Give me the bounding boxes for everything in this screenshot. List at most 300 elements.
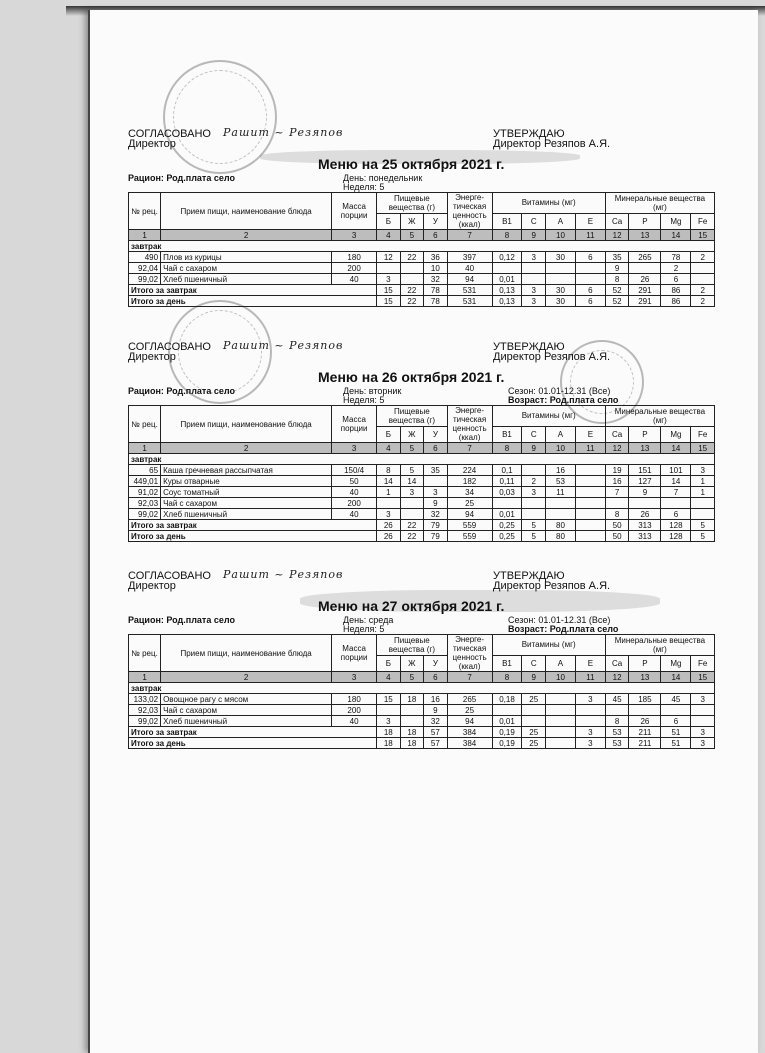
col-subheader: C <box>522 213 546 229</box>
column-number: 3 <box>332 672 377 683</box>
table-row <box>129 705 715 716</box>
table-cell <box>522 716 546 727</box>
table-cell: 2 <box>522 476 546 487</box>
table-cell <box>691 705 715 716</box>
total-cell: 78 <box>424 296 448 307</box>
total-cell: 15 <box>377 296 401 307</box>
col-subheader: Б <box>377 213 401 229</box>
column-number: 12 <box>605 230 629 241</box>
table-cell <box>575 716 605 727</box>
agreed-label: СОГЛАСОВАНО <box>128 341 211 353</box>
column-number-row <box>129 672 715 683</box>
table-cell <box>691 263 715 274</box>
table-row <box>129 274 715 285</box>
table-cell <box>575 263 605 274</box>
total-cell: 22 <box>400 296 424 307</box>
menu-header <box>128 341 715 395</box>
table-cell: 200 <box>332 498 377 509</box>
total-cell: 5 <box>691 520 715 531</box>
menu-block <box>128 128 715 307</box>
season-value: 01.01-12.31 (Все) <box>538 615 611 625</box>
total-cell: 3 <box>575 738 605 749</box>
table-cell: 16 <box>424 694 448 705</box>
table-row <box>129 476 715 487</box>
col-nutrients-header: Пищевые вещества (г) <box>377 635 448 656</box>
table-cell <box>575 487 605 498</box>
table-cell: Чай с сахаром <box>161 498 332 509</box>
total-cell: 18 <box>400 727 424 738</box>
total-row <box>129 531 715 542</box>
table-cell: 14 <box>377 476 401 487</box>
table-header-row <box>129 635 715 656</box>
table-cell <box>522 274 546 285</box>
total-label: Итого за завтрак <box>129 285 377 296</box>
table-cell <box>400 263 424 274</box>
column-number: 3 <box>332 443 377 454</box>
table-cell: 3 <box>575 694 605 705</box>
table-cell: 50 <box>332 476 377 487</box>
table-cell: 5 <box>400 465 424 476</box>
column-number: 7 <box>447 672 492 683</box>
table-cell: 40 <box>332 509 377 520</box>
table-cell: 0,01 <box>492 509 522 520</box>
col-subheader: Ж <box>400 213 424 229</box>
table-cell <box>545 498 575 509</box>
table-cell: 25 <box>522 694 546 705</box>
table-cell <box>400 274 424 285</box>
age-field <box>508 624 618 634</box>
total-cell: 531 <box>447 285 492 296</box>
table-cell: 94 <box>447 274 492 285</box>
total-row <box>129 727 715 738</box>
approve-label: УТВЕРЖДАЮ <box>493 570 565 582</box>
table-cell: 32 <box>424 716 448 727</box>
col-subheader: Fe <box>691 426 715 442</box>
total-cell: 52 <box>605 296 629 307</box>
col-vitamins-header: Витамины (мг) <box>492 406 605 427</box>
column-number: 8 <box>492 672 522 683</box>
total-cell: 3 <box>522 296 546 307</box>
table-cell: 265 <box>447 694 492 705</box>
table-row <box>129 694 715 705</box>
column-number: 2 <box>161 230 332 241</box>
total-row <box>129 520 715 531</box>
total-row <box>129 738 715 749</box>
table-cell: 92,03 <box>129 705 161 716</box>
table-cell <box>629 263 661 274</box>
table-cell: 10 <box>424 263 448 274</box>
column-number: 14 <box>661 230 691 241</box>
col-subheader: E <box>575 655 605 671</box>
col-subheader: Б <box>377 655 401 671</box>
table-cell <box>545 263 575 274</box>
table-cell: Хлеб пшеничный <box>161 509 332 520</box>
col-subheader: C <box>522 426 546 442</box>
total-cell: 26 <box>377 531 401 542</box>
total-cell: 51 <box>661 727 691 738</box>
table-cell <box>691 509 715 520</box>
table-cell <box>492 705 522 716</box>
table-cell: 26 <box>629 274 661 285</box>
menu-block <box>128 570 715 749</box>
table-cell: 3 <box>522 252 546 263</box>
column-number: 2 <box>161 672 332 683</box>
table-cell: 26 <box>629 716 661 727</box>
table-cell: 200 <box>332 705 377 716</box>
table-cell: 180 <box>332 694 377 705</box>
col-energy-header: Энерге-тическая ценность (ккал) <box>447 193 492 230</box>
table-cell: 26 <box>629 509 661 520</box>
table-cell <box>400 509 424 520</box>
total-cell: 313 <box>629 520 661 531</box>
section-row <box>129 241 715 252</box>
week-value: 5 <box>379 182 385 192</box>
table-cell <box>545 705 575 716</box>
total-label: Итого за завтрак <box>129 727 377 738</box>
table-cell: 9 <box>424 705 448 716</box>
table-cell <box>575 498 605 509</box>
table-cell: 397 <box>447 252 492 263</box>
age-value: Род.плата село <box>549 395 619 405</box>
table-cell: 40 <box>447 263 492 274</box>
table-cell: 1 <box>691 476 715 487</box>
table-cell <box>377 705 401 716</box>
col-energy-header: Энерге-тическая ценность (ккал) <box>447 406 492 443</box>
total-cell: 79 <box>424 520 448 531</box>
table-cell: 78 <box>661 252 691 263</box>
column-number: 9 <box>522 443 546 454</box>
table-cell <box>492 263 522 274</box>
table-cell: 94 <box>447 509 492 520</box>
section-label: завтрак <box>129 683 715 694</box>
column-number: 4 <box>377 672 401 683</box>
table-cell: 127 <box>629 476 661 487</box>
col-subheader: Mg <box>661 655 691 671</box>
table-cell: 3 <box>424 487 448 498</box>
menu-block <box>128 341 715 542</box>
total-label: Итого за день <box>129 738 377 749</box>
table-cell <box>691 498 715 509</box>
total-cell: 25 <box>522 727 546 738</box>
total-cell: 50 <box>605 520 629 531</box>
col-subheader: Ca <box>605 655 629 671</box>
day-value: понедельник <box>368 173 423 183</box>
table-cell: 3 <box>691 465 715 476</box>
table-cell: 45 <box>661 694 691 705</box>
table-cell <box>661 498 691 509</box>
col-subheader: B1 <box>492 426 522 442</box>
menu-title: Меню на 25 октября 2021 г. <box>318 156 505 172</box>
column-number: 5 <box>400 230 424 241</box>
column-number: 13 <box>629 443 661 454</box>
menu-table <box>128 192 715 307</box>
table-cell: 133,02 <box>129 694 161 705</box>
col-subheader: Mg <box>661 213 691 229</box>
table-cell <box>545 509 575 520</box>
handwritten-signature: Рашит ~ Резяпов <box>223 568 344 581</box>
table-cell: 200 <box>332 263 377 274</box>
table-cell <box>400 705 424 716</box>
total-cell: 0,25 <box>492 531 522 542</box>
table-cell: Чай с сахаром <box>161 263 332 274</box>
age-value: Род.плата село <box>549 624 619 634</box>
week-prefix: Неделя: <box>343 624 377 634</box>
column-number: 13 <box>629 230 661 241</box>
col-minerals-header: Минеральные вещества (мг) <box>605 635 714 656</box>
column-number: 10 <box>545 443 575 454</box>
table-cell <box>522 509 546 520</box>
table-cell: 91,02 <box>129 487 161 498</box>
total-cell: 80 <box>545 520 575 531</box>
table-cell: 19 <box>605 465 629 476</box>
week-value: 5 <box>379 395 385 405</box>
column-number: 8 <box>492 230 522 241</box>
table-cell: 1 <box>377 487 401 498</box>
table-cell: 224 <box>447 465 492 476</box>
table-cell: 7 <box>661 487 691 498</box>
column-number: 11 <box>575 230 605 241</box>
table-cell: 12 <box>377 252 401 263</box>
table-cell <box>691 274 715 285</box>
table-cell <box>545 694 575 705</box>
section-row <box>129 683 715 694</box>
total-cell: 22 <box>400 520 424 531</box>
table-cell: 182 <box>447 476 492 487</box>
col-subheader: Fe <box>691 655 715 671</box>
total-cell: 0,25 <box>492 520 522 531</box>
table-cell: 265 <box>629 252 661 263</box>
season-prefix: Сезон: <box>508 615 536 625</box>
table-cell: 1 <box>691 487 715 498</box>
total-cell: 211 <box>629 738 661 749</box>
table-cell <box>522 498 546 509</box>
column-number: 6 <box>424 230 448 241</box>
director-right-label: Директор Резяпов А.Я. <box>493 351 611 363</box>
total-cell: 291 <box>629 296 661 307</box>
table-row <box>129 716 715 727</box>
table-cell: 0,1 <box>492 465 522 476</box>
total-cell: 559 <box>447 520 492 531</box>
table-cell: 99,02 <box>129 716 161 727</box>
table-cell: 32 <box>424 509 448 520</box>
total-cell: 50 <box>605 531 629 542</box>
approve-label: УТВЕРЖДАЮ <box>493 128 565 140</box>
table-cell: 151 <box>629 465 661 476</box>
column-number-row <box>129 230 715 241</box>
ration-label: Рацион: Род.плата село <box>128 615 235 625</box>
table-cell: 185 <box>629 694 661 705</box>
total-cell: 0,13 <box>492 285 522 296</box>
column-number: 8 <box>492 443 522 454</box>
menu-title: Меню на 26 октября 2021 г. <box>318 369 505 385</box>
director-left-label: Директор <box>128 138 176 150</box>
col-subheader: P <box>629 213 661 229</box>
total-label: Итого за завтрак <box>129 520 377 531</box>
total-cell: 30 <box>545 296 575 307</box>
total-cell: 6 <box>575 285 605 296</box>
col-mass-header: Масса порции <box>332 635 377 672</box>
total-cell: 384 <box>447 727 492 738</box>
column-number: 10 <box>545 230 575 241</box>
day-prefix: День: <box>343 386 367 396</box>
total-cell: 2 <box>691 285 715 296</box>
table-cell: 65 <box>129 465 161 476</box>
table-cell: 7 <box>605 487 629 498</box>
col-subheader: Ca <box>605 213 629 229</box>
table-cell: 92,03 <box>129 498 161 509</box>
total-label: Итого за день <box>129 296 377 307</box>
table-cell: 8 <box>605 716 629 727</box>
table-cell: 25 <box>447 498 492 509</box>
col-vitamins-header: Витамины (мг) <box>492 193 605 214</box>
col-meal-header: Прием пищи, наименование блюда <box>161 635 332 672</box>
table-cell: 45 <box>605 694 629 705</box>
table-cell: Соус томатный <box>161 487 332 498</box>
table-cell: 99,02 <box>129 509 161 520</box>
table-cell: 3 <box>377 274 401 285</box>
total-cell: 5 <box>691 531 715 542</box>
week-prefix: Неделя: <box>343 395 377 405</box>
age-prefix: Возраст: <box>508 395 548 405</box>
season-prefix: Сезон: <box>508 386 536 396</box>
table-cell <box>575 274 605 285</box>
table-cell <box>492 498 522 509</box>
column-number: 12 <box>605 672 629 683</box>
column-number: 14 <box>661 672 691 683</box>
col-nutrients-header: Пищевые вещества (г) <box>377 193 448 214</box>
day-value: среда <box>368 615 394 625</box>
column-number: 13 <box>629 672 661 683</box>
total-cell <box>575 531 605 542</box>
table-cell: 2 <box>691 252 715 263</box>
col-meal-header: Прием пищи, наименование блюда <box>161 406 332 443</box>
total-cell: 3 <box>522 285 546 296</box>
table-cell: 180 <box>332 252 377 263</box>
agreed-label: СОГЛАСОВАНО <box>128 128 211 140</box>
col-subheader: P <box>629 655 661 671</box>
col-subheader: Ж <box>400 426 424 442</box>
table-cell: 22 <box>400 252 424 263</box>
total-cell: 26 <box>377 520 401 531</box>
table-cell: 3 <box>522 487 546 498</box>
table-cell <box>605 498 629 509</box>
col-vitamins-header: Витамины (мг) <box>492 635 605 656</box>
table-cell <box>400 498 424 509</box>
col-rec-header: № рец. <box>129 635 161 672</box>
table-cell: 35 <box>424 465 448 476</box>
table-cell <box>545 716 575 727</box>
table-cell: 150/4 <box>332 465 377 476</box>
director-left-label: Директор <box>128 351 176 363</box>
col-rec-header: № рец. <box>129 406 161 443</box>
table-cell: 92,04 <box>129 263 161 274</box>
column-number: 1 <box>129 672 161 683</box>
table-cell: 8 <box>605 274 629 285</box>
table-header-row <box>129 193 715 214</box>
table-cell: 36 <box>424 252 448 263</box>
col-subheader: У <box>424 655 448 671</box>
day-prefix: День: <box>343 173 367 183</box>
table-cell: Куры отварные <box>161 476 332 487</box>
week-value: 5 <box>379 624 385 634</box>
age-prefix: Возраст: <box>508 624 548 634</box>
menu-subheader <box>128 395 715 405</box>
table-cell: 6 <box>575 252 605 263</box>
column-number: 6 <box>424 672 448 683</box>
table-cell <box>377 498 401 509</box>
menu-subheader <box>128 182 715 192</box>
day-prefix: День: <box>343 615 367 625</box>
total-cell: 211 <box>629 727 661 738</box>
table-cell: 30 <box>545 252 575 263</box>
col-meal-header: Прием пищи, наименование блюда <box>161 193 332 230</box>
table-row <box>129 509 715 520</box>
col-subheader: C <box>522 655 546 671</box>
table-cell <box>629 705 661 716</box>
table-cell: 101 <box>661 465 691 476</box>
col-subheader: E <box>575 213 605 229</box>
column-number: 14 <box>661 443 691 454</box>
table-cell: 40 <box>332 274 377 285</box>
total-cell: 3 <box>575 727 605 738</box>
table-row <box>129 498 715 509</box>
total-cell: 5 <box>522 531 546 542</box>
table-cell: 35 <box>605 252 629 263</box>
col-minerals-header: Минеральные вещества (мг) <box>605 193 714 214</box>
total-cell: 86 <box>661 285 691 296</box>
table-cell: 490 <box>129 252 161 263</box>
col-subheader: Fe <box>691 213 715 229</box>
column-number: 2 <box>161 443 332 454</box>
section-label: завтрак <box>129 454 715 465</box>
table-cell <box>424 476 448 487</box>
table-cell: 14 <box>661 476 691 487</box>
col-subheader: B1 <box>492 213 522 229</box>
total-cell: 384 <box>447 738 492 749</box>
column-number: 10 <box>545 672 575 683</box>
total-cell: 78 <box>424 285 448 296</box>
column-number: 1 <box>129 230 161 241</box>
total-cell: 25 <box>522 738 546 749</box>
total-cell: 6 <box>575 296 605 307</box>
total-cell: 79 <box>424 531 448 542</box>
table-cell <box>629 498 661 509</box>
menu-table <box>128 634 715 749</box>
table-cell: Хлеб пшеничный <box>161 716 332 727</box>
agreed-label: СОГЛАСОВАНО <box>128 570 211 582</box>
total-cell: 0,13 <box>492 296 522 307</box>
ration-label: Рацион: Род.плата село <box>128 173 235 183</box>
table-cell: Овощное рагу с мясом <box>161 694 332 705</box>
column-number: 11 <box>575 672 605 683</box>
column-number: 15 <box>691 230 715 241</box>
table-cell: 9 <box>424 498 448 509</box>
total-cell: 128 <box>661 520 691 531</box>
total-cell: 22 <box>400 531 424 542</box>
column-number: 15 <box>691 443 715 454</box>
total-cell: 30 <box>545 285 575 296</box>
table-cell: 0,11 <box>492 476 522 487</box>
table-cell: 32 <box>424 274 448 285</box>
column-number: 3 <box>332 230 377 241</box>
col-subheader: У <box>424 426 448 442</box>
total-cell: 0,19 <box>492 738 522 749</box>
column-number: 1 <box>129 443 161 454</box>
total-cell: 86 <box>661 296 691 307</box>
director-right-label: Директор Резяпов А.Я. <box>493 580 611 592</box>
table-cell: 6 <box>661 509 691 520</box>
col-subheader: B1 <box>492 655 522 671</box>
